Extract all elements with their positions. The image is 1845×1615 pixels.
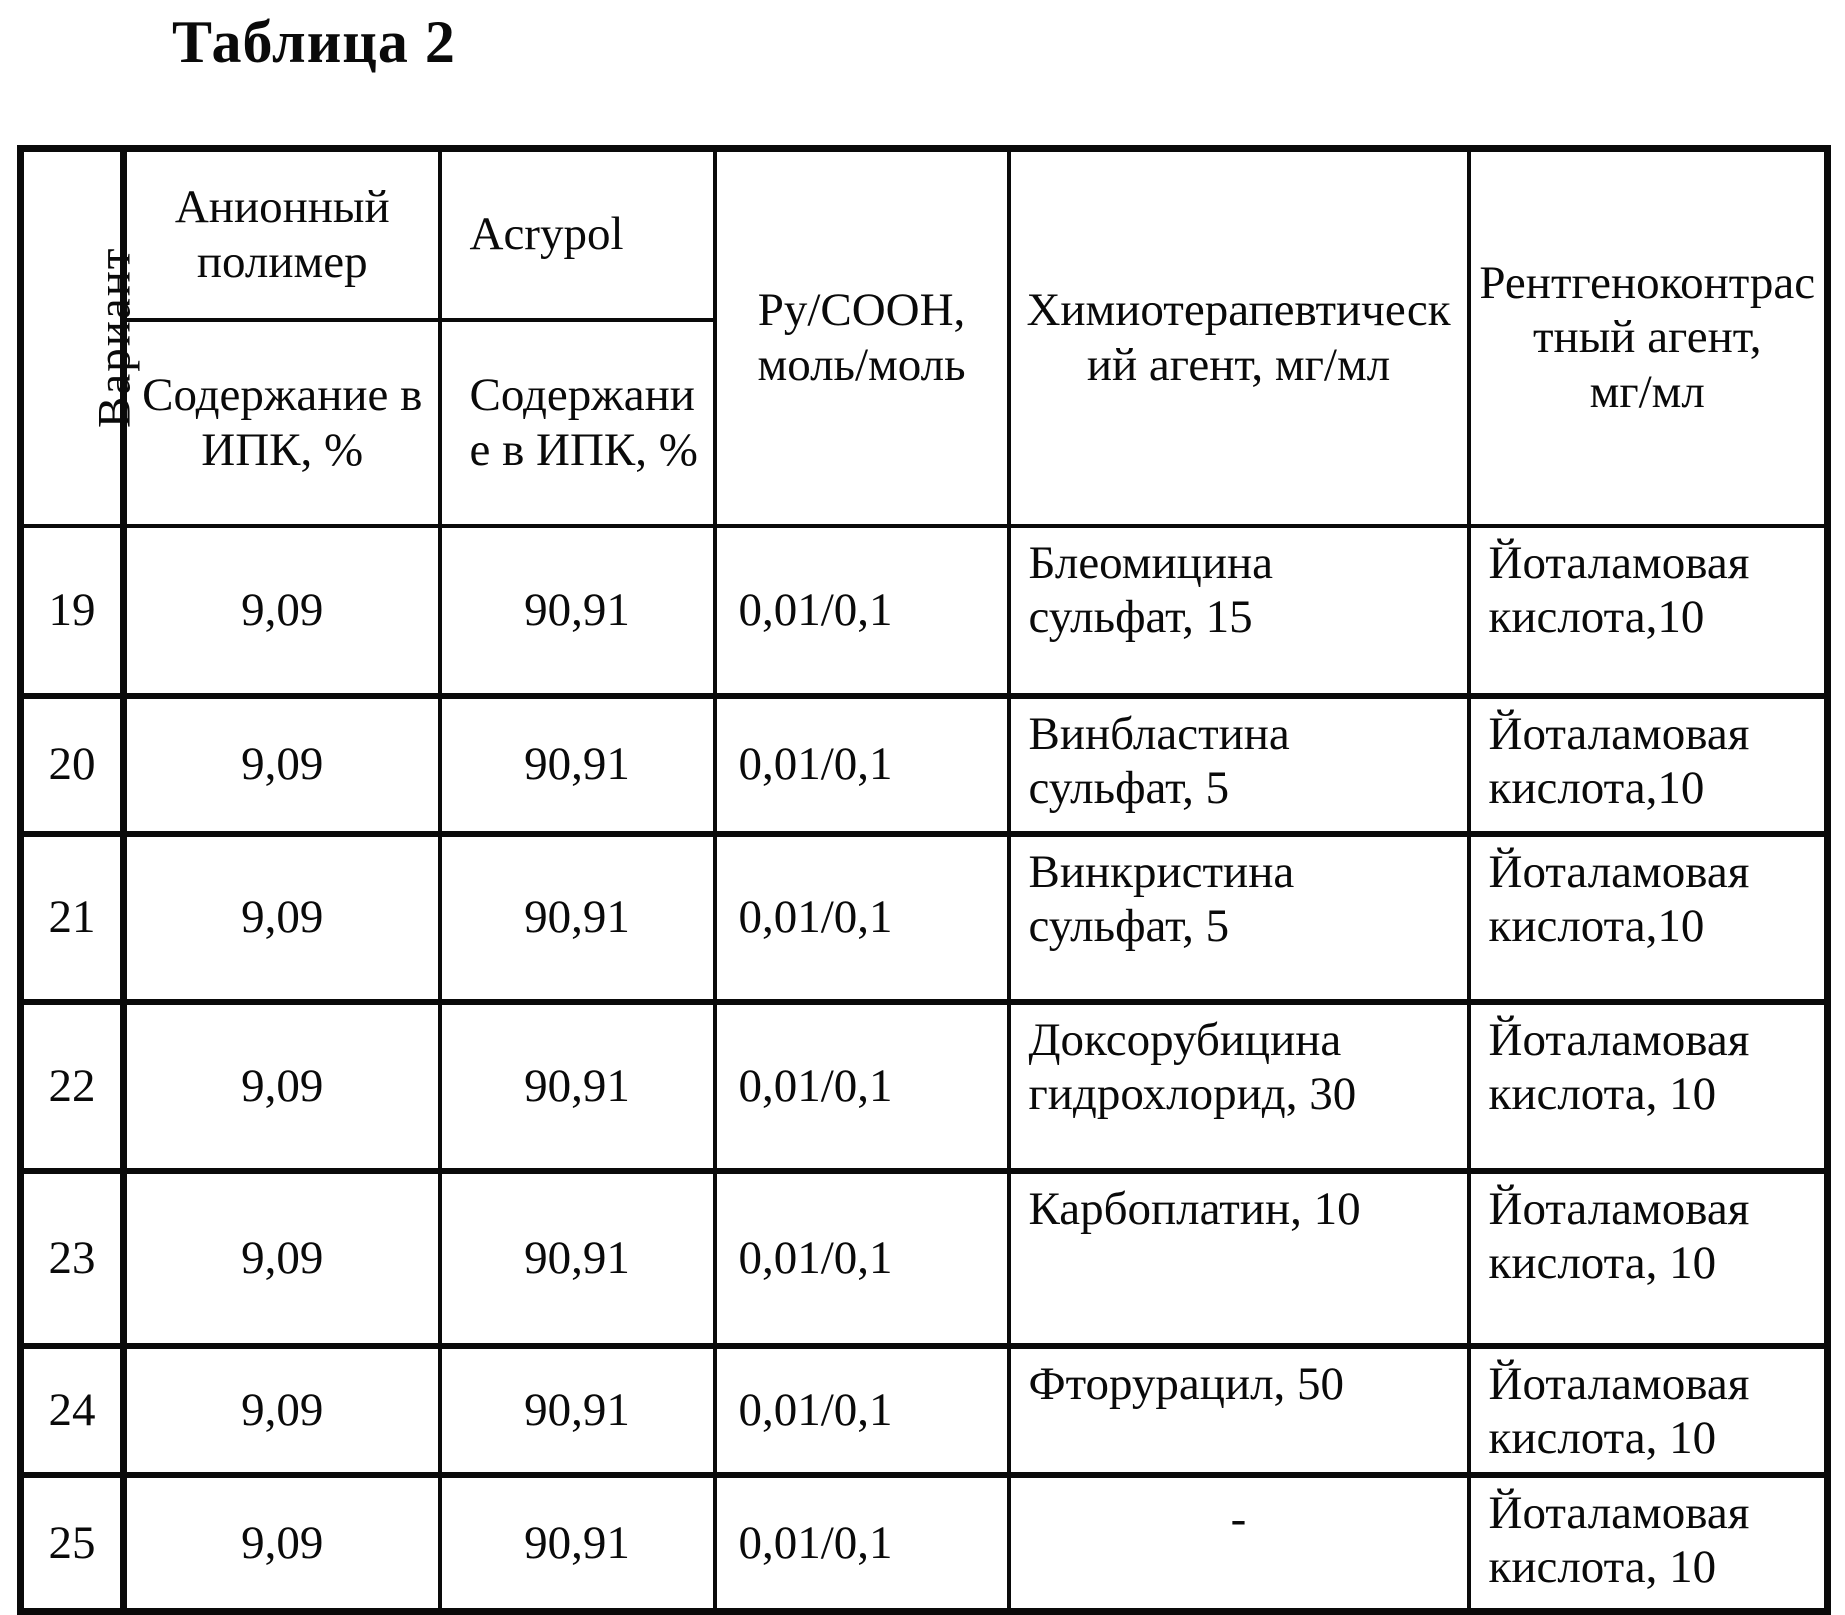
- header-variant-label: Вариант: [88, 247, 141, 429]
- anionic-content-cell: 9,09: [124, 834, 440, 1002]
- row-variant-cell: 23: [21, 1171, 124, 1346]
- table-row: [21, 1171, 1828, 1346]
- table-row: [21, 1475, 1828, 1612]
- acrypol-content-cell: 90,91: [440, 1346, 715, 1475]
- table-row: [21, 1002, 1828, 1171]
- header-xray-agent: Рентгеноконтрас тный агент, мг/мл: [1469, 149, 1828, 526]
- acrypol-content-cell: 90,91: [440, 834, 715, 1002]
- anionic-content-cell: 9,09: [124, 1475, 440, 1612]
- chemo-agent-cell: Винбластина сульфат, 5: [1009, 696, 1469, 834]
- xray-agent-cell: Йоталамовая кислота, 10: [1469, 1346, 1828, 1475]
- anionic-content-cell: 9,09: [124, 1346, 440, 1475]
- table-row: [21, 834, 1828, 1002]
- row-variant-cell: 25: [21, 1475, 124, 1612]
- header-row-top: [21, 149, 1828, 320]
- xray-agent-cell: Йоталамовая кислота,10: [1469, 834, 1828, 1002]
- anionic-content-cell: 9,09: [124, 526, 440, 696]
- data-table: [17, 145, 1831, 1615]
- chemo-agent-cell: Доксорубицина гидрохлорид, 30: [1009, 1002, 1469, 1171]
- xray-agent-cell: Йоталамовая кислота, 10: [1469, 1002, 1828, 1171]
- header-chemo-agent: Химиотерапевтическ ий агент, мг/мл: [1009, 149, 1469, 526]
- table-row: [21, 1346, 1828, 1475]
- ratio-cell: 0,01/0,1: [715, 1475, 1009, 1612]
- chemo-agent-cell: Карбоплатин, 10: [1009, 1171, 1469, 1346]
- row-variant-cell: 24: [21, 1346, 124, 1475]
- acrypol-content-cell: 90,91: [440, 696, 715, 834]
- acrypol-content-cell: 90,91: [440, 526, 715, 696]
- row-variant-cell: 21: [21, 834, 124, 1002]
- header-ratio: Py/COOH, моль/моль: [715, 149, 1009, 526]
- chemo-agent-cell: Винкристина сульфат, 5: [1009, 834, 1469, 1002]
- acrypol-content-cell: 90,91: [440, 1002, 715, 1171]
- header-anionic-polymer: Анионный полимер: [124, 149, 440, 320]
- header-anionic-content-sub: Содержание в ИПК, %: [124, 320, 440, 526]
- xray-agent-cell: Йоталамовая кислота, 10: [1469, 1171, 1828, 1346]
- chemo-agent-cell: Блеомицина сульфат, 15: [1009, 526, 1469, 696]
- row-variant-cell: 20: [21, 696, 124, 834]
- ratio-cell: 0,01/0,1: [715, 696, 1009, 834]
- xray-agent-cell: Йоталамовая кислота,10: [1469, 526, 1828, 696]
- header-acrypol: Acrypol: [440, 149, 715, 320]
- acrypol-content-cell: 90,91: [440, 1171, 715, 1346]
- row-variant-cell: 19: [21, 526, 124, 696]
- page-title: Таблица 2: [172, 9, 456, 75]
- ratio-cell: 0,01/0,1: [715, 1171, 1009, 1346]
- chemo-agent-cell: Фторурацил, 50: [1009, 1346, 1469, 1475]
- header-variant: [21, 149, 141, 526]
- table-row: [21, 696, 1828, 834]
- anionic-content-cell: 9,09: [124, 1171, 440, 1346]
- ratio-cell: 0,01/0,1: [715, 526, 1009, 696]
- table-row: [21, 526, 1828, 696]
- header-acrypol-content-sub: Содержани е в ИПК, %: [440, 320, 715, 526]
- row-variant-cell: 22: [21, 1002, 124, 1171]
- xray-agent-cell: Йоталамовая кислота, 10: [1469, 1475, 1828, 1612]
- xray-agent-cell: Йоталамовая кислота,10: [1469, 696, 1828, 834]
- ratio-cell: 0,01/0,1: [715, 1002, 1009, 1171]
- chemo-agent-cell: -: [1009, 1475, 1469, 1612]
- ratio-cell: 0,01/0,1: [715, 1346, 1009, 1475]
- anionic-content-cell: 9,09: [124, 1002, 440, 1171]
- acrypol-content-cell: 90,91: [440, 1475, 715, 1612]
- ratio-cell: 0,01/0,1: [715, 834, 1009, 1002]
- anionic-content-cell: 9,09: [124, 696, 440, 834]
